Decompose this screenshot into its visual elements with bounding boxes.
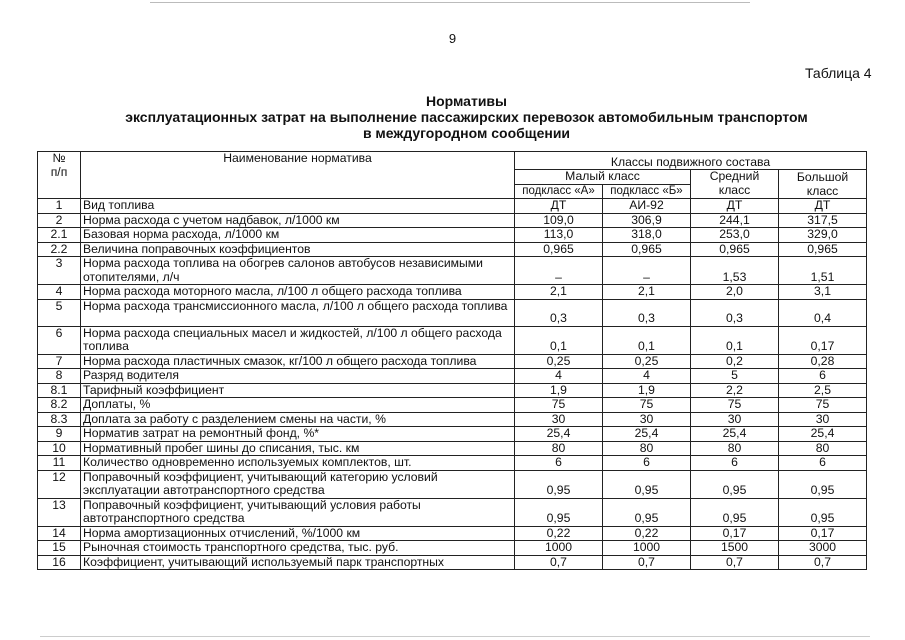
value-medium: 6 [691,456,779,471]
title-line-2: эксплуатационных затрат на выполнение пассажирских перевозок автомобильным транспортом [125,109,808,125]
header-small-class: Малый класс [515,170,691,185]
row-name: Доплата за работу с разделением смены на части, % [81,412,515,427]
value-subclass-a: 25,4 [515,427,603,442]
value-subclass-b: 80 [603,441,691,456]
value-large: 25,4 [779,427,867,442]
value-subclass-b: 4 [603,369,691,384]
row-name: Норма расхода трансмиссионного масла, л/100 л общего расхода топлива [81,299,515,326]
row-name: Величина поправочных коэффициентов [81,242,515,257]
row-name: Вид топлива [81,199,515,214]
value-large: 0,4 [779,299,867,326]
value-subclass-a: 0,95 [515,470,603,498]
value-medium: 0,7 [691,555,779,570]
value-medium: 1500 [691,541,779,556]
table-row [38,398,867,413]
value-large: 0,95 [779,470,867,498]
value-subclass-b: 1000 [603,541,691,556]
row-number: 15 [38,541,81,556]
value-subclass-b: 0,95 [603,470,691,498]
value-subclass-a: 113,0 [515,228,603,243]
row-number: 4 [38,285,81,300]
table-row [38,199,867,214]
table-row [38,456,867,471]
value-subclass-a: 75 [515,398,603,413]
row-number: 10 [38,441,81,456]
value-subclass-b: 25,4 [603,427,691,442]
row-name: Разряд водителя [81,369,515,384]
value-subclass-a: 4 [515,369,603,384]
value-medium: 5 [691,369,779,384]
table-row [38,299,867,326]
table-row [38,541,867,556]
row-name: Рыночная стоимость транспортного средства, тыс. руб. [81,541,515,556]
value-medium: 1,53 [691,257,779,285]
value-large: 3,1 [779,285,867,300]
value-subclass-b: – [603,257,691,285]
header-large-class: Большой класс [779,170,867,199]
row-number: 8.3 [38,412,81,427]
value-subclass-b: 0,1 [603,326,691,354]
value-large: 0,95 [779,498,867,526]
row-name: Норма расхода моторного масла, л/100 л общего расхода топлива [81,285,515,300]
value-medium: 0,95 [691,498,779,526]
table-row [38,441,867,456]
row-name: Норма амортизационных отчислений, %/1000 км [81,526,515,541]
row-number: 12 [38,470,81,498]
value-subclass-a: – [515,257,603,285]
row-name: Коэффициент, учитывающий используемый парк транспортных [81,555,515,570]
value-large: 0,965 [779,242,867,257]
table-row [38,526,867,541]
value-subclass-b: 0,22 [603,526,691,541]
value-large: 30 [779,412,867,427]
row-number: 16 [38,555,81,570]
value-subclass-b: 0,95 [603,498,691,526]
value-large: 1,51 [779,257,867,285]
value-subclass-a: ДТ [515,199,603,214]
value-subclass-b: 6 [603,456,691,471]
table-row [38,427,867,442]
table-row [38,470,867,498]
value-large: 329,0 [779,228,867,243]
value-large: 2,5 [779,383,867,398]
value-subclass-b: 30 [603,412,691,427]
value-subclass-a: 0,25 [515,354,603,369]
value-subclass-b: 0,25 [603,354,691,369]
value-large: 6 [779,369,867,384]
value-large: 0,7 [779,555,867,570]
value-subclass-b: 1,9 [603,383,691,398]
row-number: 2 [38,213,81,228]
row-number: 14 [38,526,81,541]
scan-edge-line-bottom [40,636,870,637]
value-subclass-b: 318,0 [603,228,691,243]
row-number: 3 [38,257,81,285]
row-name: Нормативный пробег шины до списания, тыс. км [81,441,515,456]
row-name: Норма расхода с учетом надбавок, л/1000 км [81,213,515,228]
value-subclass-a: 1,9 [515,383,603,398]
table-label: Таблица 4 [805,65,872,81]
value-medium: 244,1 [691,213,779,228]
value-large: 75 [779,398,867,413]
row-name: Поправочный коэффициент, учитывающий условия работы автотранспортного средства [81,498,515,526]
value-medium: 0,95 [691,470,779,498]
value-subclass-a: 0,95 [515,498,603,526]
value-subclass-a: 2,1 [515,285,603,300]
table-row [38,326,867,354]
value-medium: 2,2 [691,383,779,398]
value-medium: ДТ [691,199,779,214]
value-subclass-b: 75 [603,398,691,413]
value-medium: 80 [691,441,779,456]
value-medium: 0,1 [691,326,779,354]
title-line-1: Нормативы [425,93,507,109]
value-medium: 2,0 [691,285,779,300]
value-large: 0,28 [779,354,867,369]
header-medium-class: Средний класс [691,170,779,199]
value-large: 6 [779,456,867,471]
value-medium: 75 [691,398,779,413]
table-row [38,383,867,398]
value-subclass-a: 109,0 [515,213,603,228]
value-subclass-a: 0,7 [515,555,603,570]
value-large: 80 [779,441,867,456]
header-subclass-a: подкласс «А» [515,184,603,199]
value-medium: 25,4 [691,427,779,442]
row-number: 2.1 [38,228,81,243]
value-subclass-b: 0,965 [603,242,691,257]
table-row [38,555,867,570]
value-subclass-a: 0,22 [515,526,603,541]
norms-table [37,151,867,570]
row-name: Норма расхода пластичных смазок, кг/100 л общего расхода топлива [81,354,515,369]
row-number: 1 [38,199,81,214]
scan-edge-line [150,2,750,3]
header-subclass-b: подкласс «Б» [603,184,691,199]
value-subclass-a: 1000 [515,541,603,556]
table-row [38,498,867,526]
row-name: Доплаты, % [81,398,515,413]
document-title [0,93,905,141]
value-subclass-a: 0,3 [515,299,603,326]
value-subclass-b: АИ-92 [603,199,691,214]
row-number: 8 [38,369,81,384]
row-number: 7 [38,354,81,369]
row-number: 11 [38,456,81,471]
value-medium: 0,17 [691,526,779,541]
row-name: Поправочный коэффициент, учитывающий категорию условий эксплуатации автотранспортного средства [81,470,515,498]
table-row [38,213,867,228]
table-row [38,242,867,257]
value-large: 0,17 [779,326,867,354]
table-row [38,257,867,285]
value-subclass-a: 0,965 [515,242,603,257]
value-subclass-b: 2,1 [603,285,691,300]
table-row [38,228,867,243]
header-name: Наименование норматива [81,152,515,199]
row-number: 2.2 [38,242,81,257]
header-num: № п/п [38,152,81,199]
page-number: 9 [448,31,457,46]
row-name: Базовая норма расхода, л/1000 км [81,228,515,243]
value-medium: 253,0 [691,228,779,243]
value-medium: 30 [691,412,779,427]
row-name: Норма расхода специальных масел и жидкостей, л/100 л общего расхода топлива [81,326,515,354]
value-large: ДТ [779,199,867,214]
header-classes: Классы подвижного состава [515,152,867,170]
table-row [38,354,867,369]
row-number: 6 [38,326,81,354]
value-large: 317,5 [779,213,867,228]
table-row [38,369,867,384]
row-number: 9 [38,427,81,442]
value-subclass-a: 0,1 [515,326,603,354]
table-row [38,412,867,427]
value-medium: 0,2 [691,354,779,369]
row-number: 13 [38,498,81,526]
row-name: Норма расхода топлива на обогрев салонов автобусов независимыми отопителями, л/ч [81,257,515,285]
value-medium: 0,965 [691,242,779,257]
value-subclass-b: 306,9 [603,213,691,228]
value-subclass-a: 80 [515,441,603,456]
row-number: 8.1 [38,383,81,398]
value-medium: 0,3 [691,299,779,326]
row-name: Тарифный коэффициент [81,383,515,398]
value-subclass-a: 30 [515,412,603,427]
row-number: 8.2 [38,398,81,413]
title-line-3: в междугородном сообщении [362,125,571,141]
value-subclass-a: 6 [515,456,603,471]
table-row [38,285,867,300]
row-name: Норматив затрат на ремонтный фонд, %* [81,427,515,442]
value-subclass-b: 0,7 [603,555,691,570]
value-large: 0,17 [779,526,867,541]
row-name: Количество одновременно используемых комплектов, шт. [81,456,515,471]
value-large: 3000 [779,541,867,556]
value-subclass-b: 0,3 [603,299,691,326]
row-number: 5 [38,299,81,326]
